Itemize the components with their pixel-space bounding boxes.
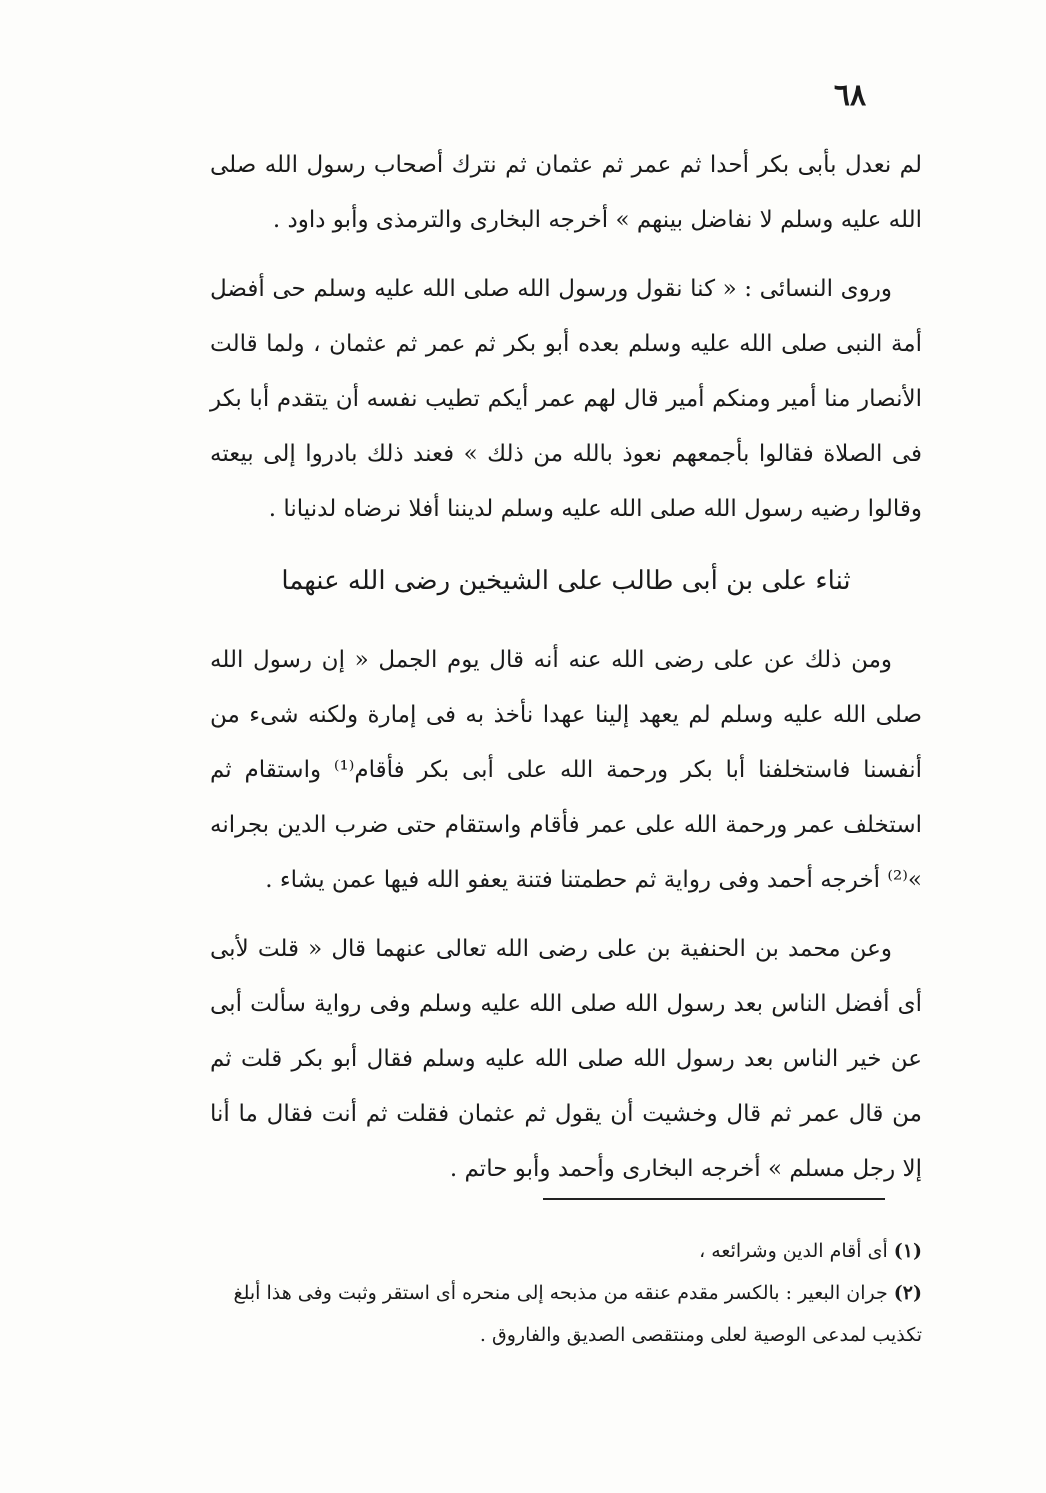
section-heading: ثناء على بن أبى طالب على الشيخين رضى الله عنهما bbox=[281, 566, 851, 596]
body-text bbox=[210, 138, 922, 1211]
paragraph-4: وعن محمد بن الحنفية بن على رضى الله تعالى عنهما قال « قلت لأبى أى أفضل الناس بعد رسول الله صلى الله عليه وسلم وفى رواية سألت أبى عن خير الناس بعد رسول الله صلى الله عليه وسلم فقال أبو بكر قلت ثم من قال عمر ثم قال وخشيت أن يقول ثم عثمان فقلت ثم أنت فقال ما أنا إلا رجل مسلم » أخرجه البخارى وأحمد وأبو حاتم . bbox=[210, 936, 922, 1182]
paragraph-1: لم نعدل بأبى بكر أحدا ثم عمر ثم عثمان ثم نترك أصحاب رسول الله صلى الله عليه وسلم لا نفاضل بينهم » أخرجه البخارى والترمذى وأبو داود . bbox=[210, 152, 922, 233]
footnote-1 bbox=[210, 1230, 922, 1272]
page-number: ٦٨ bbox=[833, 78, 867, 113]
footnote-2-mark: (٢) bbox=[893, 1282, 922, 1304]
footnote-2 bbox=[210, 1272, 922, 1356]
paragraph-2: وروى النسائى : « كنا نقول ورسول الله صلى الله عليه وسلم حى أفضل أمة النبى صلى الله عليه وسلم بعده أبو بكر ثم عمر ثم عثمان ، ولما قالت الأنصار منا أمير ومنكم أمير قال لهم عمر أيكم تطيب نفسه أن يتقدم أبا بكر فى الصلاة فقالوا بأجمعهم نعوذ بالله من ذلك » فعند ذلك بادروا إلى بيعته وقالوا رضيه رسول الله صلى الله عليه وسلم لديننا أفلا نرضاه لدنيانا . bbox=[210, 276, 922, 522]
footnote-1-text: أى أقام الدين وشرائعه ، bbox=[699, 1240, 888, 1262]
paragraph-3: ومن ذلك عن على رضى الله عنه أنه قال يوم الجمل « إن رسول الله صلى الله عليه وسلم لم يعهد إلينا عهدا نأخذ به فى إمارة ولكنه شىء من أنفسنا فاستخلفنا أبا بكر ورحمة الله على أبى بكر فأقام⁽¹⁾ واستقام ثم استخلف عمر ورحمة الله على عمر فأقام واستقام حتى ضرب الدين بجرانه »⁽²⁾ أخرجه أحمد وفى رواية ثم حطمتنا فتنة يعفو الله فيها عمن يشاء . bbox=[210, 647, 922, 893]
footnote-2-text: جران البعير : بالكسر مقدم عنقه من مذبحه إلى منحره أى استقر وثبت وفى هذا أبلغ تكذيب لمدعى الوصية لعلى ومنتقصى الصديق والفاروق . bbox=[233, 1282, 922, 1346]
footnote-separator bbox=[543, 1198, 885, 1200]
footnotes bbox=[210, 1230, 922, 1356]
footnote-1-mark: (١) bbox=[893, 1240, 922, 1262]
